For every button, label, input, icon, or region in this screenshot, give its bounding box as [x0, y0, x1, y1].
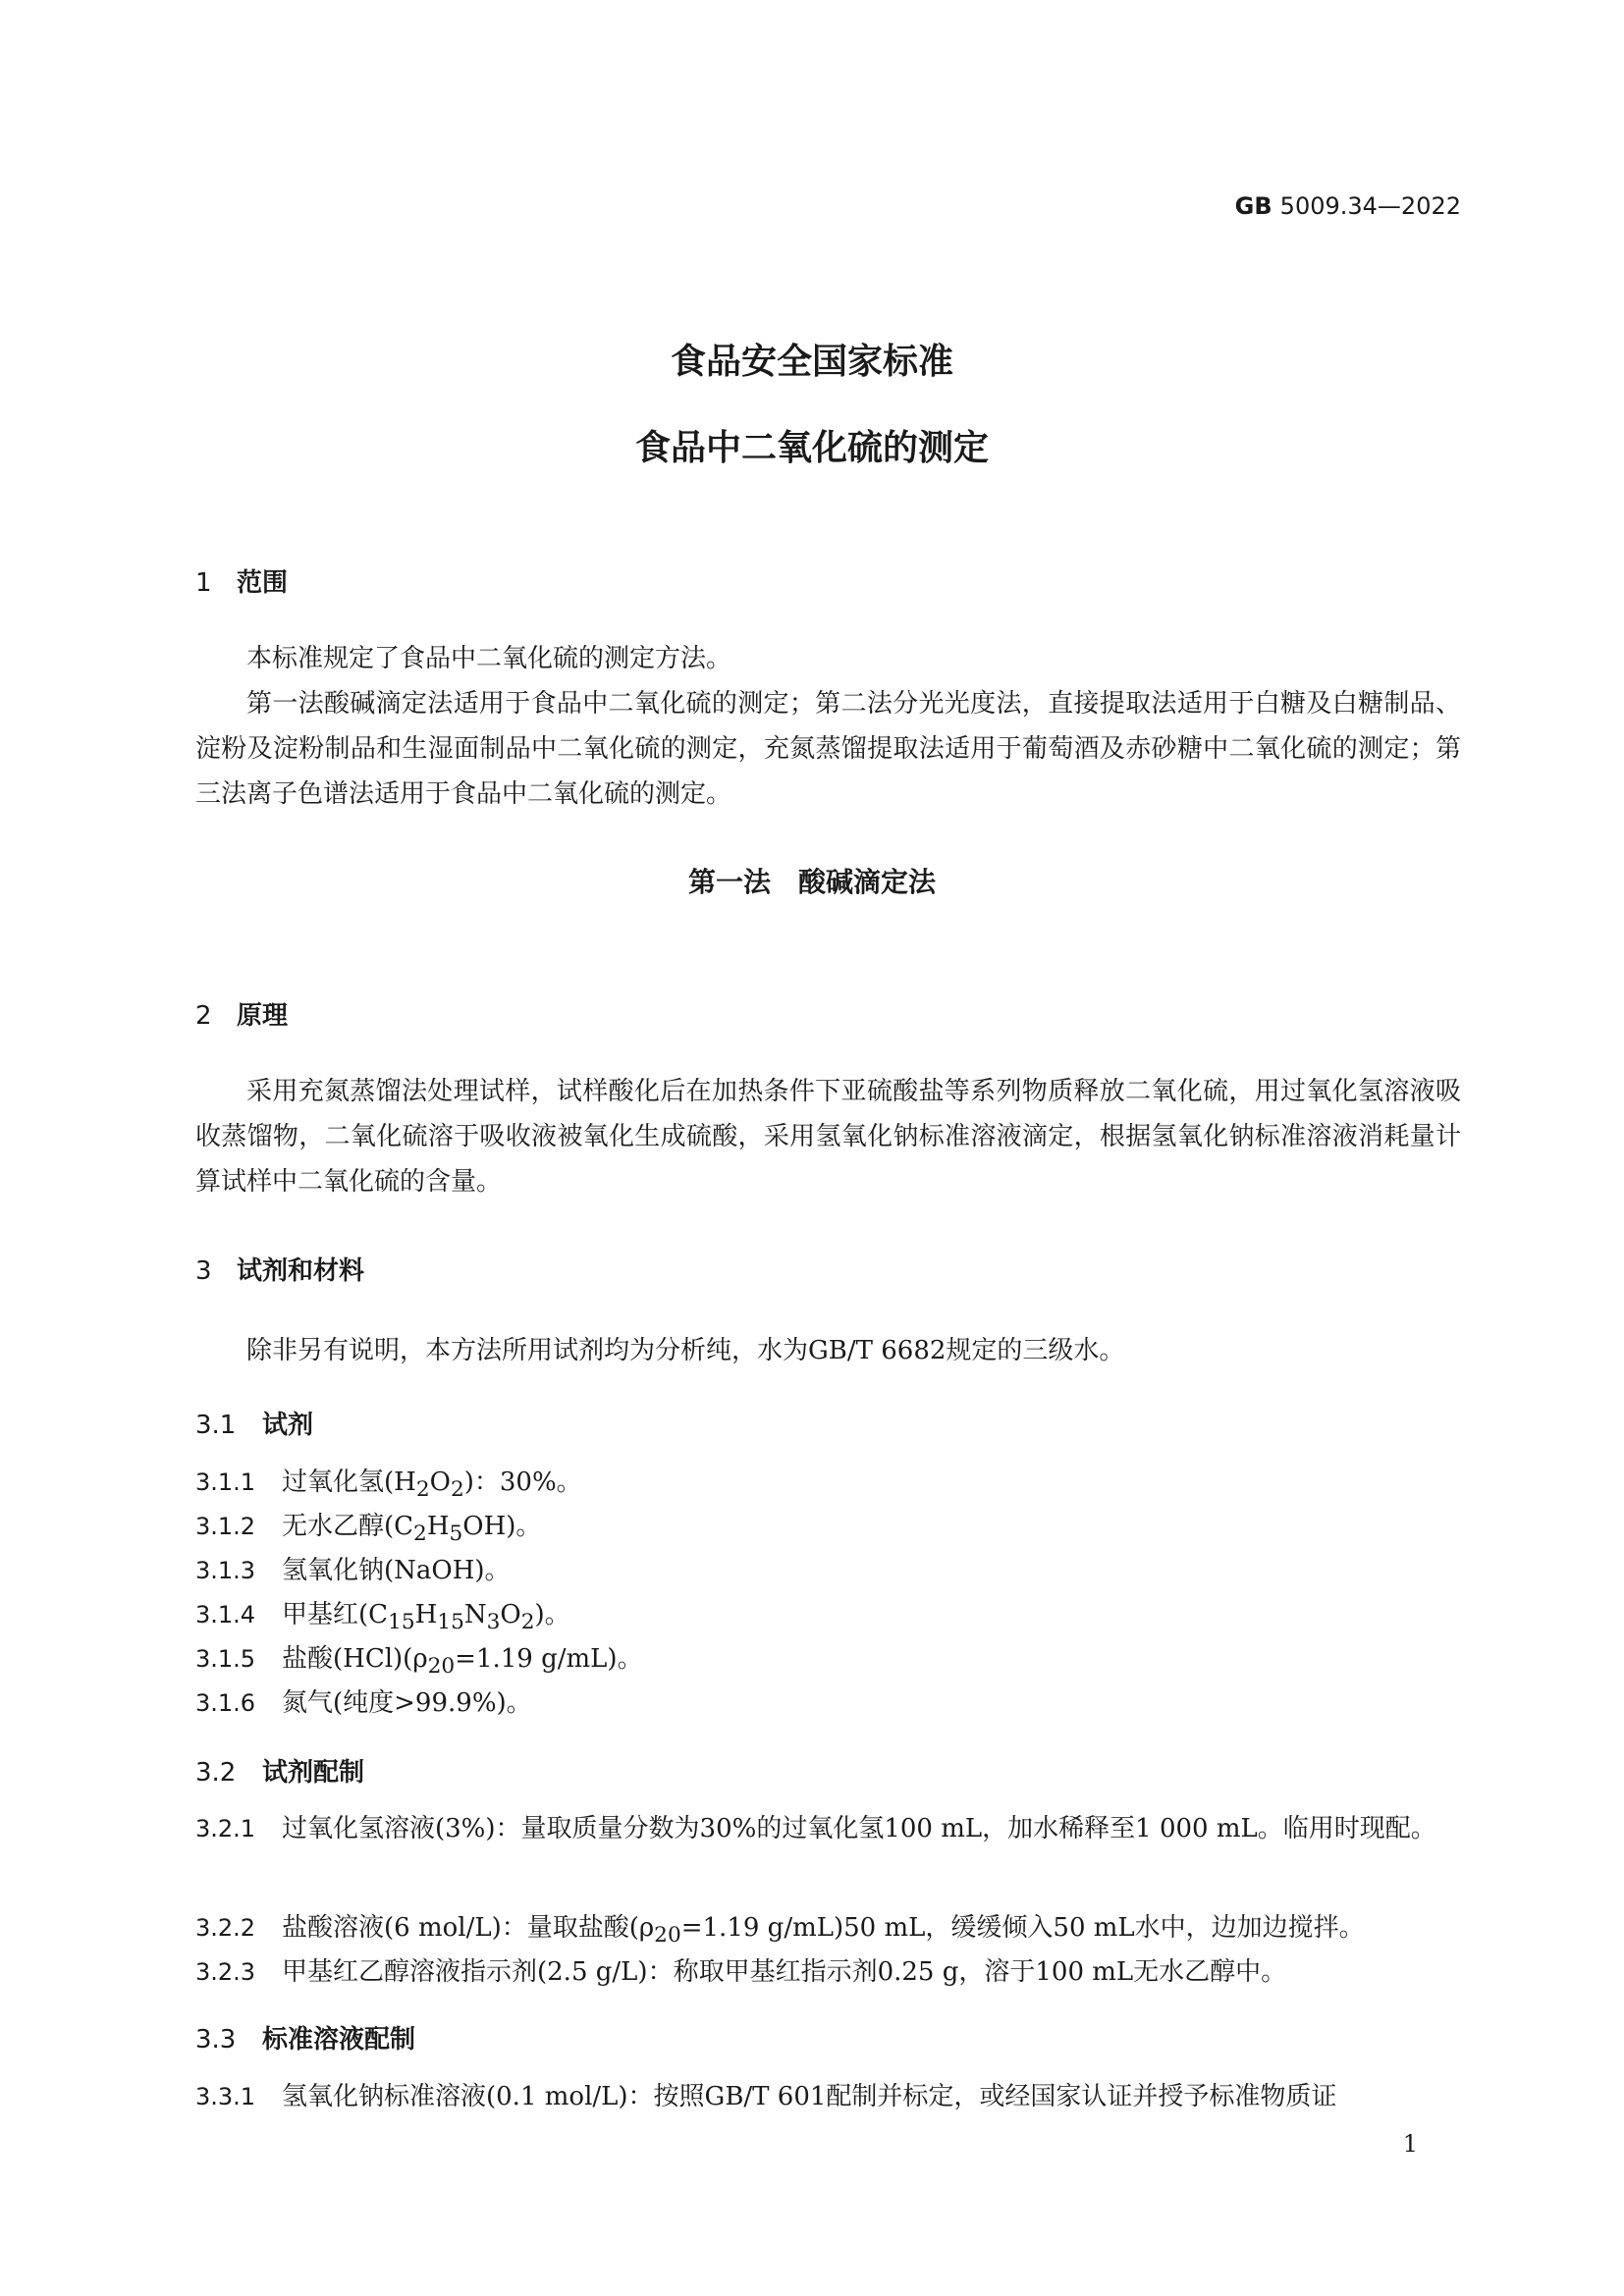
list-item: 3.1.5 盐酸$(HCl)(\rho_{20}=1.19$ g/mL)。: [195, 1644, 643, 1680]
doc-prefix: GB: [1234, 192, 1272, 220]
paragraph: 采用充氮蒸馏法处理试样，试样酸化后在加热条件下亚硫酸盐等系列物质释放二氧化硫，用过氧化氢溶液吸收蒸馏物，二氧化硫溶于吸收液被氧化生成硫酸，采用氢氧化钠标准溶液滴定，根据氢氧化钠标准溶液消耗量计算试样中二氧化硫的含量。: [195, 1077, 1461, 1197]
standard-title: 食品安全国家标准: [670, 342, 953, 382]
page-number: 1: [1402, 2130, 1418, 2158]
document-number: [1235, 192, 1461, 220]
paragraph: 除非另有说明，本方法所用试剂均为分析纯，水为GB/T 6682规定的三级水。: [246, 1336, 1125, 1365]
subsection-heading-3-3: [195, 2019, 415, 2056]
section-number: 1: [195, 568, 212, 598]
section-title: 试剂配制: [262, 1758, 365, 1788]
list-item: 3.3.1 氢氧化钠标准溶液(0.1 mol/L)：按照GB/T 601配制并标定，或经国家认证并授予标准物质证: [195, 2082, 1337, 2111]
section-heading-2: [195, 995, 288, 1032]
paragraph: 本标准规定了食品中二氧化硫的测定方法。: [246, 644, 732, 673]
section-heading-1: [195, 562, 288, 599]
subsection-heading-3-1: [195, 1405, 313, 1441]
list-item: 3.1.3 氢氧化钠(NaOH)。: [195, 1556, 511, 1585]
paragraph: 第一法酸碱滴定法适用于食品中二氧化硫的测定；第二法分光光度法，直接提取法适用于白糖及白糖制品、淀粉及淀粉制品和生湿面制品中二氧化硫的测定，充氮蒸馏提取法适用于葡萄酒及赤砂糖中二氧化硫的测定；第三法离子色谱法适用于食品中二氧化硫的测定。: [195, 689, 1461, 809]
doc-code: 5009.34—2022: [1279, 192, 1461, 220]
section-number: 3: [195, 1256, 212, 1286]
section-title: 范围: [237, 568, 289, 598]
section-number: 3.2: [195, 1758, 237, 1788]
section-title: 原理: [237, 1001, 289, 1031]
section-number: 3.3: [195, 2025, 237, 2055]
list-item: 3.1.2 无水乙醇$(C_2H_5OH)$。: [195, 1512, 542, 1547]
scope-paragraphs: [195, 636, 1461, 817]
subsection-heading-3-2: [195, 1752, 364, 1789]
section-heading-3: [195, 1251, 364, 1287]
section-title: 标准溶液配制: [262, 2025, 416, 2055]
section-title: 试剂和材料: [237, 1256, 365, 1286]
list-item: 3.2.2 盐酸溶液(6 mol/L)：量取盐酸($\rho_{20}=1.19$ g/mL)50 mL，缓缓倾入50 mL水中，边加边搅拌。: [195, 1913, 1365, 1949]
reagents-intro: [195, 1328, 1461, 1373]
section-title: 试剂: [262, 1411, 314, 1440]
list-item: 3.2.3 甲基红乙醇溶液指示剂(2.5 g/L)：称取甲基红指示剂0.25 g，溶于100 mL无水乙醇中。: [195, 1957, 1287, 1987]
method-heading: 第一法 酸碱滴定法: [687, 866, 936, 898]
document-title: 食品中二氧化硫的测定: [634, 428, 989, 468]
list-item: 3.1.4 甲基红$(C_{15}H_{15}N_3O_2)$。: [195, 1600, 570, 1635]
section-number: 3.1: [195, 1411, 237, 1440]
list-item: 3.1.6 氮气(纯度>99.9%)。: [195, 1688, 532, 1718]
list-item: 3.2.1 过氧化氢溶液(3%)：量取质量分数为30%的过氧化氢100 mL，加水稀释至1 000 mL。临用时现配。: [195, 1814, 1436, 1843]
principle-paragraph: [195, 1069, 1461, 1204]
section-number: 2: [195, 1001, 212, 1031]
list-item: 3.1.1 过氧化氢$(H_2O_2)$：30%。: [195, 1468, 582, 1503]
